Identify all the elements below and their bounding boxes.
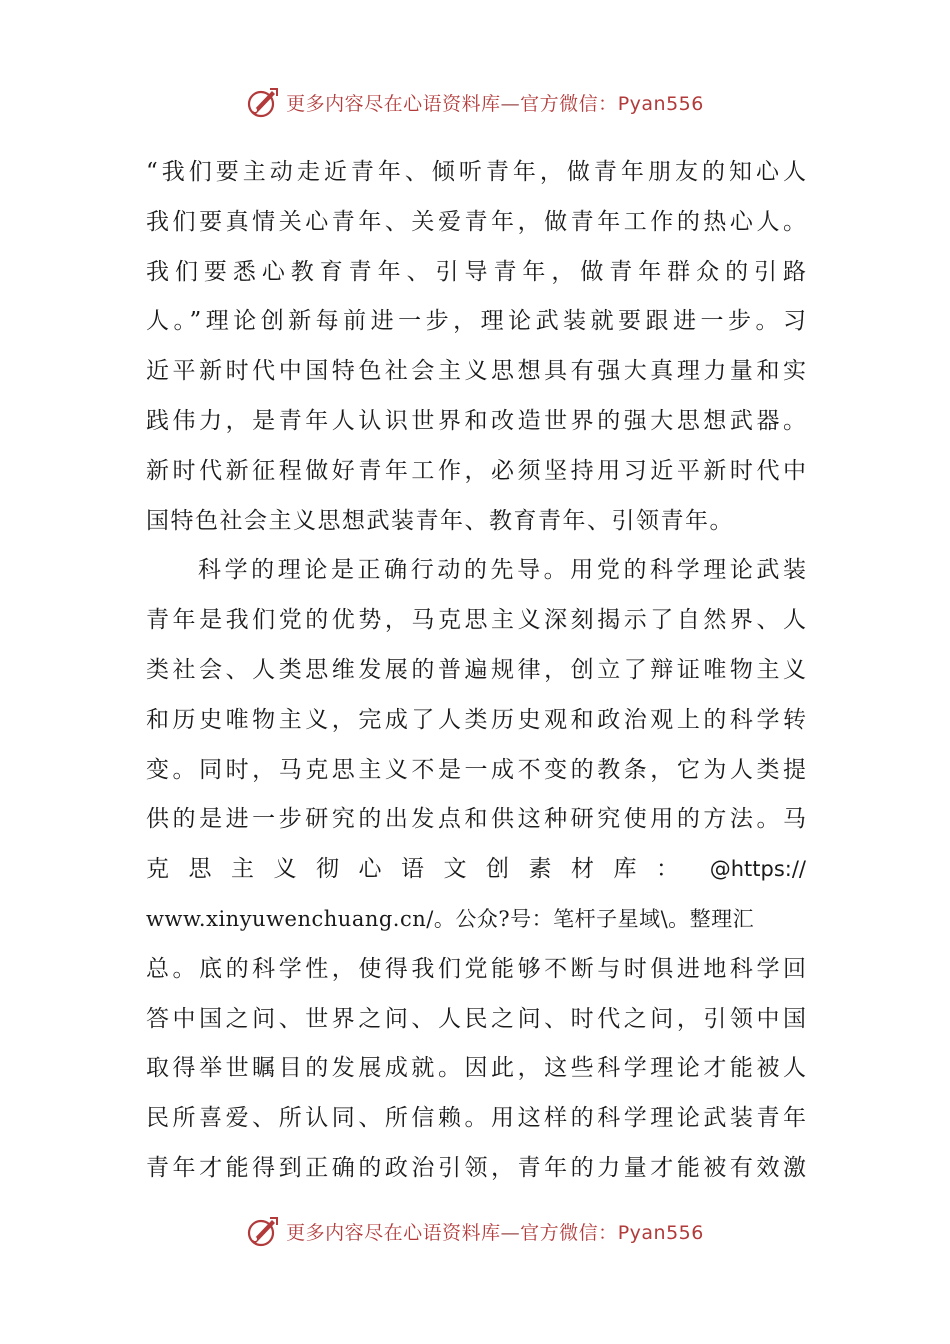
- url-fragment: @https://: [709, 857, 806, 882]
- text-line: 新时代新征程做好青年工作，必须坚持用习近平新时代中: [146, 457, 806, 484]
- banner-wechat-id: Pyan556: [617, 1221, 704, 1244]
- text-segment: 克思主义彻心语文创素材库：: [146, 856, 699, 883]
- text-line: 青年是我们党的优势，马克思主义深刻揭示了自然界、人: [146, 607, 806, 634]
- header-watermark-banner: [0, 82, 950, 122]
- banner-wechat-label: 官方微信：: [520, 92, 618, 115]
- text-line: 变。同时，马克思主义不是一成不变的教条，它为人类提: [146, 756, 806, 783]
- banner-separator: —: [500, 1221, 521, 1244]
- text-line: [146, 895, 806, 945]
- text-line: 类社会、人类思维发展的普遍规律，创立了辩证唯物主义: [146, 656, 806, 683]
- text-line: 人。”理论创新每前进一步，理论武装就要跟进一步。习: [146, 308, 806, 335]
- quill-logo-icon: [246, 85, 280, 119]
- text-line: “我们要主动走近青年、倾听青年，做青年朋友的知心人: [146, 159, 806, 185]
- footer-watermark-banner: [0, 1211, 950, 1251]
- text-line: 近平新时代中国特色社会主义思想具有强大真理力量和实: [146, 358, 806, 385]
- text-line: 我们要悉心教育青年、引导青年，做青年群众的引路: [146, 258, 806, 285]
- text-line: 和历史唯物主义，完成了人类历史观和政治观上的科学转: [146, 706, 806, 733]
- banner-brand: 更多内容尽在心语资料库: [286, 92, 501, 115]
- text-line: 答中国之问、世界之问、人民之问、时代之问，引领中国: [146, 1005, 806, 1032]
- banner-text: [286, 89, 704, 116]
- text-line: 我们要真情关心青年、关爱青年，做青年工作的热心人。: [146, 208, 806, 235]
- url-text: www.xinyuwenchuang.cn/。公众?号：笔杆子星域\。整理汇: [146, 906, 755, 931]
- text-line-with-url: [146, 845, 806, 895]
- text-line: 践伟力，是青年人认识世界和改造世界的强大思想武器。: [146, 407, 806, 434]
- document-body: [146, 148, 806, 1194]
- text-line: 青年才能得到正确的政治引领，青年的力量才能被有效激: [146, 1154, 806, 1181]
- text-line: 取得举世瞩目的发展成就。因此，这些科学理论才能被人: [146, 1055, 806, 1082]
- banner-wechat-id: Pyan556: [617, 92, 704, 115]
- banner-separator: —: [500, 92, 521, 115]
- banner-wechat-label: 官方微信：: [520, 1221, 618, 1244]
- text-line: 总。底的科学性，使得我们党能够不断与时俱进地科学回: [146, 955, 806, 982]
- text-line: 国特色社会主义思想武装青年、教育青年、引领青年。: [146, 507, 734, 534]
- banner-brand: 更多内容尽在心语资料库: [286, 1221, 501, 1244]
- text-line: 供的是进一步研究的出发点和供这种研究使用的方法。马: [146, 806, 806, 833]
- quill-logo-icon: [246, 1214, 280, 1248]
- paragraph-start-line: 科学的理论是正确行动的先导。用党的科学理论武装: [198, 557, 806, 584]
- banner-text: [286, 1218, 704, 1245]
- text-line: 民所喜爱、所认同、所信赖。用这样的科学理论武装青年: [146, 1105, 806, 1132]
